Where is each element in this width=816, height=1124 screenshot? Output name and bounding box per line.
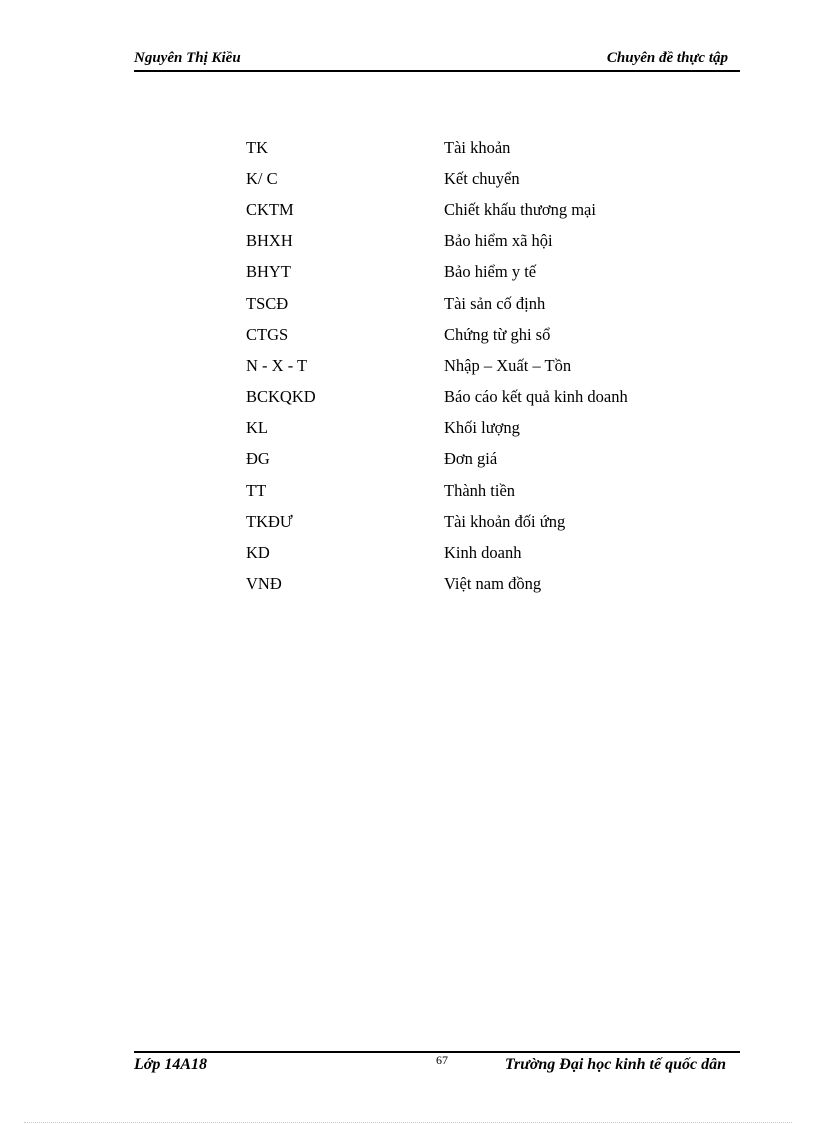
abbreviation: KL: [246, 418, 268, 438]
meaning: Chiết khấu thương mại: [444, 199, 596, 219]
footer-class: Lớp 14A18: [134, 1056, 208, 1073]
list-item: [246, 194, 686, 225]
meaning: Bảo hiểm xã hội: [444, 231, 553, 251]
abbreviation: BHYT: [246, 262, 291, 282]
meaning: Tài khoản: [444, 137, 511, 157]
list-item: [246, 537, 686, 568]
meaning: Nhập – Xuất – Tồn: [444, 355, 572, 375]
meaning: Tài khoản đối ứng: [444, 511, 566, 531]
list-item: [246, 569, 686, 600]
abbreviation: KD: [246, 543, 270, 563]
meaning: Báo cáo kết quả kinh doanh: [444, 387, 628, 407]
abbreviation: BCKQKD: [246, 387, 316, 407]
abbreviation: N - X - T: [246, 355, 308, 375]
meaning: Kinh doanh: [444, 543, 522, 563]
abbreviation: CKTM: [246, 199, 294, 219]
page-footer: [134, 1054, 740, 1078]
abbreviation: TSCĐ: [246, 293, 289, 313]
list-item: [246, 506, 686, 537]
list-item: [246, 226, 686, 257]
abbreviation: TK: [246, 137, 268, 157]
list-item: [246, 319, 686, 350]
abbreviation-list: [246, 132, 686, 600]
list-item: [246, 163, 686, 194]
abbreviation: CTGS: [246, 324, 289, 344]
meaning: Đơn giá: [444, 449, 498, 469]
list-item: [246, 288, 686, 319]
meaning: Thành tiền: [444, 480, 516, 500]
list-item: [246, 413, 686, 444]
page-header: [134, 46, 740, 72]
page-number: 67: [436, 1053, 448, 1067]
list-item: [246, 444, 686, 475]
abbreviation: VNĐ: [246, 574, 282, 594]
list-item: [246, 257, 686, 288]
header-author: Nguyên Thị Kiều: [134, 50, 241, 66]
abbreviation: BHXH: [246, 231, 293, 251]
abbreviation: K/ C: [246, 168, 278, 188]
meaning: Tài sản cố định: [444, 293, 546, 313]
abbreviation: TT: [246, 480, 267, 500]
meaning: Việt nam đồng: [444, 574, 542, 594]
footer-school: Trường Đại học kinh tế quốc dân: [504, 1056, 726, 1073]
meaning: Chứng từ ghi sổ: [444, 324, 551, 344]
meaning: Bảo hiểm y tế: [444, 262, 537, 282]
list-item: [246, 132, 686, 163]
abbreviation: ĐG: [246, 449, 270, 469]
header-title: Chuyên đề thực tập: [606, 50, 728, 66]
list-item: [246, 475, 686, 506]
list-item: [246, 350, 686, 381]
meaning: Khối lượng: [444, 418, 520, 438]
meaning: Kết chuyển: [444, 168, 520, 188]
abbreviation: TKĐƯ: [246, 511, 293, 531]
list-item: [246, 382, 686, 413]
